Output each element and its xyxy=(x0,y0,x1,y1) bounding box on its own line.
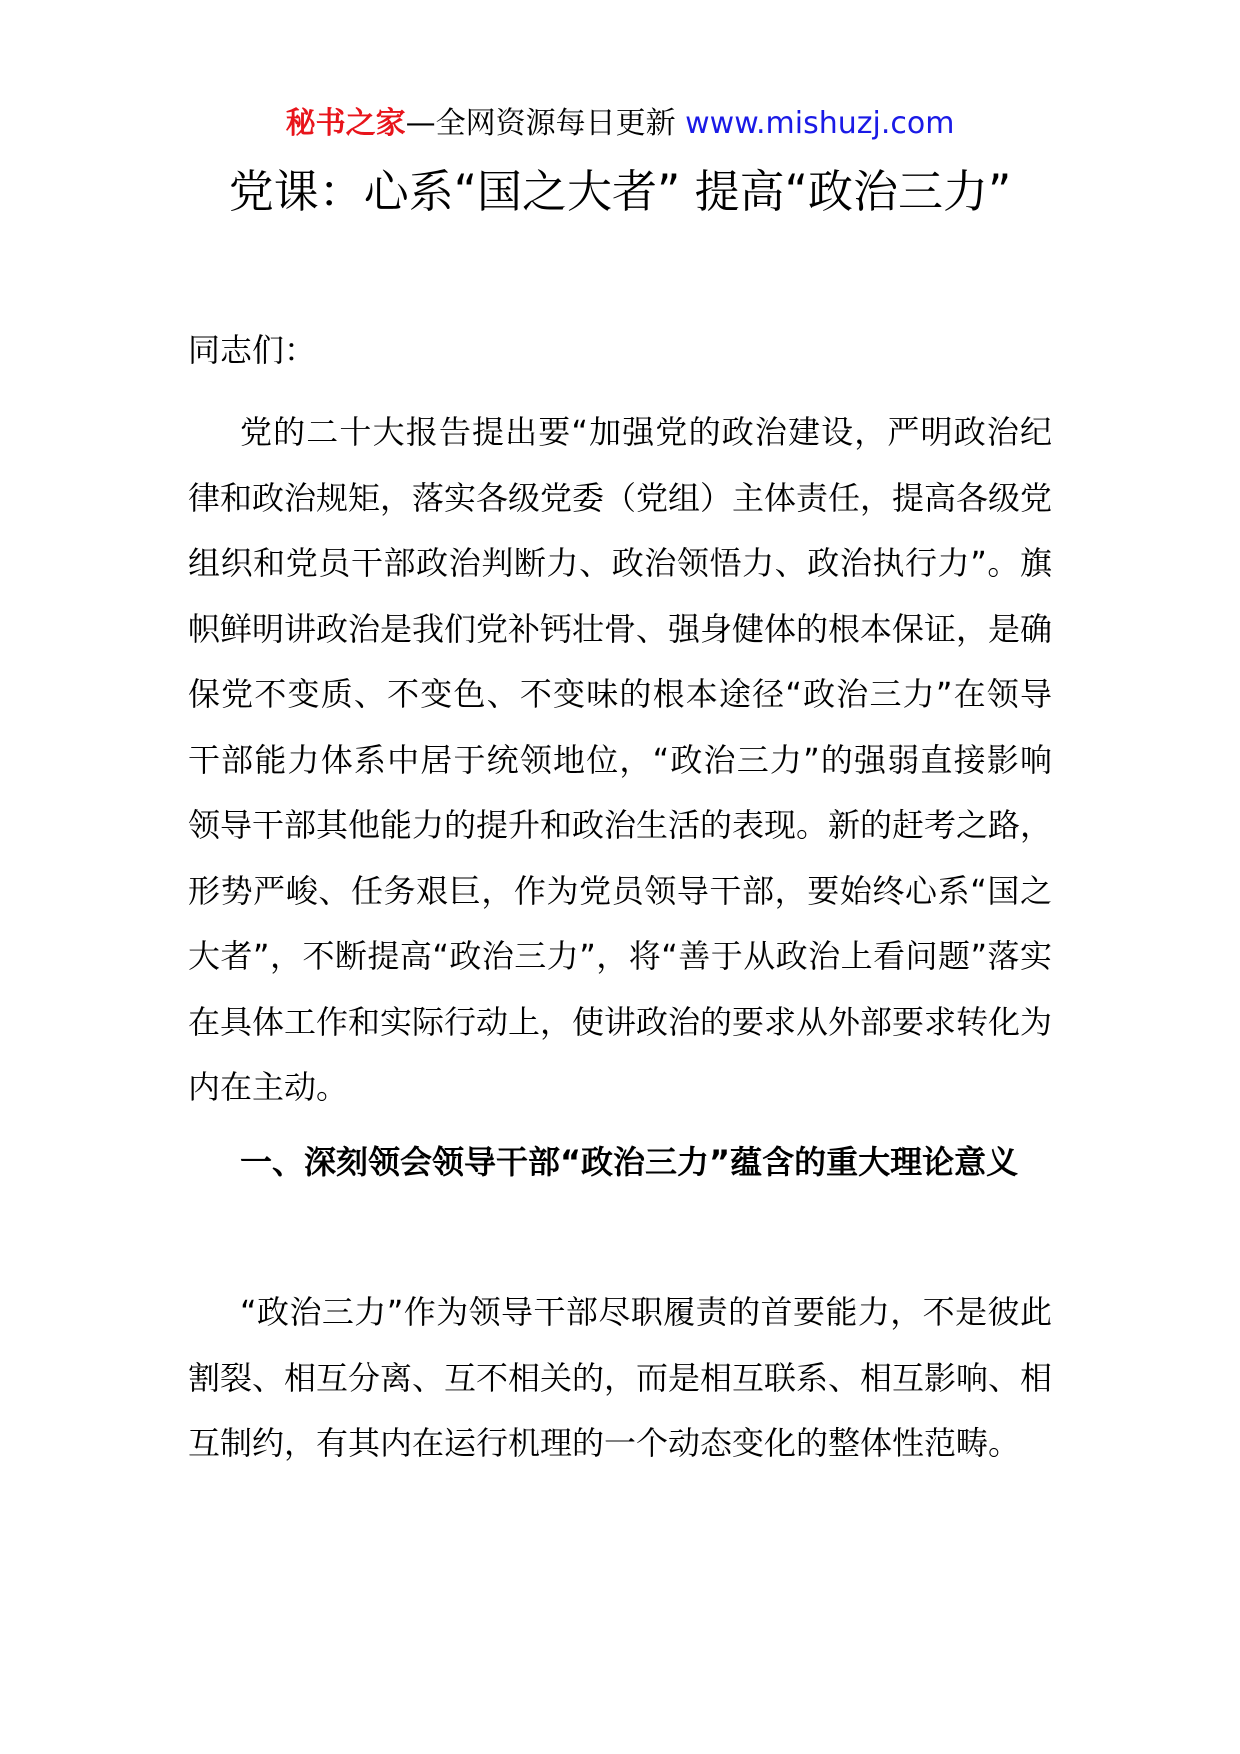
paragraph-section-1: “政治三力”作为领导干部尽职履责的首要能力，不是彼此割裂、相互分离、互不相关的，而是相互联系、相互影响、相互制约，有其内在运行机理的一个动态变化的整体性范畴。 xyxy=(188,1293,1053,1462)
paragraph-intro: 党的二十大报告提出要“加强党的政治建设，严明政治纪律和政治规矩，落实各级党委（党组）主体责任，提高各级党组织和党员干部政治判断力、政治领悟力、政治执行力”。旗帜鲜明讲政治是我们党补钙壮骨、强身健体的根本保证，是确保党不变质、不变色、不变味的根本途径“政治三力”在领导干部能力体系中居于统领地位，“政治三力”的强弱直接影响领导干部其他能力的提升和政治生活的表现。新的赶考之路，形势严峻、任务艰巨，作为党员领导干部，要始终心系“国之大者”，不断提高“政治三力”，将“善于从政治上看问题”落实在具体工作和实际行动上，使讲政治的要求从外部要求转化为内在主动。 xyxy=(188,413,1053,1106)
header-tagline: —全网资源每日更新 xyxy=(405,106,676,141)
brand-name: 秘书之家 xyxy=(285,106,406,141)
site-header xyxy=(0,102,1240,146)
document-title: 党课：心系“国之大者” 提高“政治三力” xyxy=(228,165,1012,218)
salutation: 同志们： xyxy=(188,331,317,369)
site-url[interactable]: www.mishuzj.com xyxy=(685,106,955,141)
section-heading-1: 一、深刻领会领导干部“政治三力”蕴含的重大理论意义 xyxy=(240,1143,1019,1181)
